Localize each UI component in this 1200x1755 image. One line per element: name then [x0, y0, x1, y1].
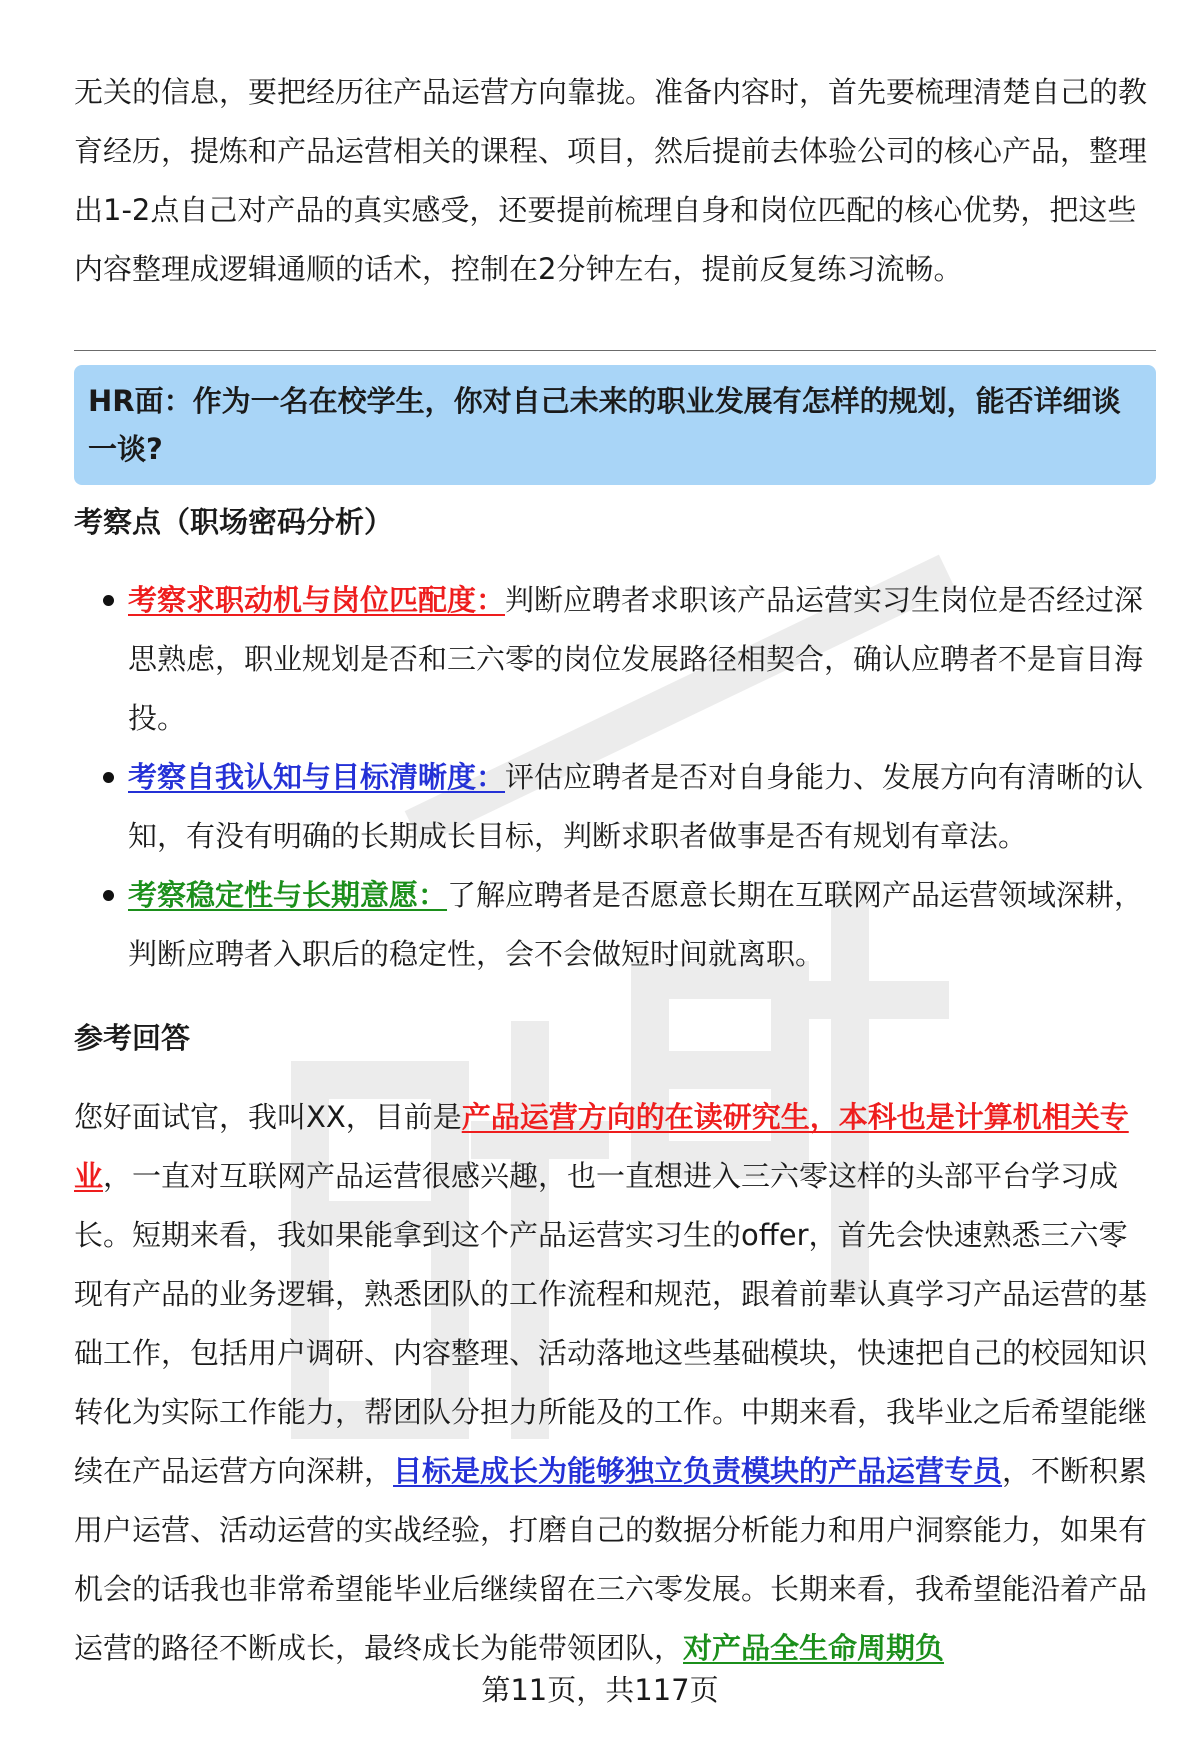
exam-points-heading: 考察点（职场密码分析）	[74, 505, 394, 539]
bullet-icon	[103, 890, 114, 901]
answer-text: 您好面试官，我叫XX，目前是	[74, 1100, 462, 1134]
question-callout	[74, 365, 1156, 485]
exam-point-keyword: 考察自我认知与目标清晰度：	[128, 760, 506, 794]
answer-highlight-blue: 目标是成长为能够独立负责模块的产品运营专员	[393, 1454, 1003, 1488]
list-item	[128, 866, 1148, 984]
answer-highlight-red: 产品运营方向的在读研究生，本科也是计算机相关专业	[74, 1100, 1129, 1193]
answer-heading: 参考回答	[74, 1021, 191, 1055]
exam-point-keyword: 考察求职动机与岗位匹配度：	[128, 583, 506, 617]
answer-text: ，不断积累用户运营、活动运营的实战经验，打磨自己的数据分析能力和用户洞察能力，如果有机会的话我也非常希望能毕业后继续留在三六零发展。长期来看，我希望能沿着产品运营的路径不断成长，最终成长为能带领团队，	[74, 1454, 1148, 1665]
answer-paragraph	[74, 1088, 1154, 1678]
list-item	[128, 571, 1148, 748]
page-number: 第11页，共117页	[481, 1673, 719, 1707]
exam-point-text: 评估应聘者是否对自身能力、发展方向有清晰的认知，有没有明确的长期成长目标，判断求职者做事是否有规划有章法。	[128, 760, 1144, 853]
exam-point-keyword: 考察稳定性与长期意愿：	[128, 878, 448, 912]
section-divider	[74, 350, 1156, 351]
bullet-icon	[103, 595, 114, 606]
question-text: HR面：作为一名在校学生，你对自己未来的职业发展有怎样的规划，能否详细谈一谈?	[88, 384, 1121, 466]
exam-point-text: 了解应聘者是否愿意长期在互联网产品运营领域深耕，判断应聘者入职后的稳定性，会不会做短时间就离职。	[128, 878, 1144, 971]
bullet-icon	[103, 772, 114, 783]
exam-point-text: 判断应聘者求职该产品运营实习生岗位是否经过深思熟虑，职业规划是否和三六零的岗位发展路径相契合，确认应聘者不是盲目海投。	[128, 583, 1144, 735]
answer-text: ，一直对互联网产品运营很感兴趣，也一直想进入三六零这样的头部平台学习成长。短期来看，我如果能拿到这个产品运营实习生的offer，首先会快速熟悉三六零现有产品的业务逻辑，熟悉团队的工作流程和规范，跟着前辈认真学习产品运营的基础工作，包括用户调研、内容整理、活动落地这些基础模块，快速把自己的校园知识转化为实际工作能力，帮团队分担力所能及的工作。中期来看，我毕业之后希望能继续在产品运营方向深耕，	[74, 1159, 1148, 1488]
answer-highlight-green: 对产品全生命周期负	[683, 1631, 945, 1665]
intro-paragraph: 无关的信息，要把经历往产品运营方向靠拢。准备内容时，首先要梳理清楚自己的教育经历，提炼和产品运营相关的课程、项目，然后提前去体验公司的核心产品，整理出1-2点自己对产品的真实感受，还要提前梳理自身和岗位匹配的核心优势，把这些内容整理成逻辑通顺的话术，控制在2分钟左右，提前反复练习流畅。	[74, 75, 1148, 286]
list-item	[128, 748, 1148, 866]
